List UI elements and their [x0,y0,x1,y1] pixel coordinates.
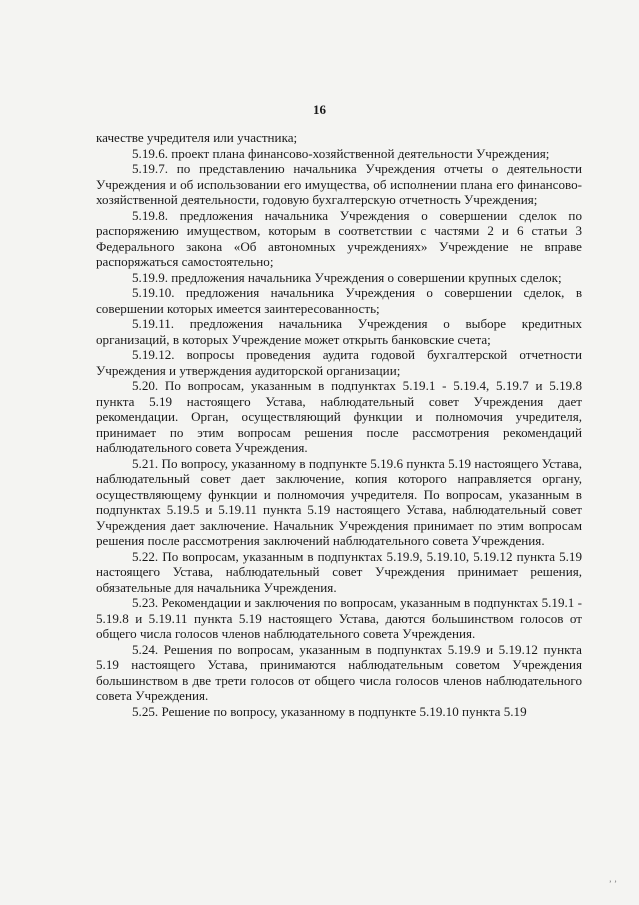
corner-scan-mark: ʼ ʼ [608,879,617,889]
paragraph-5-24: 5.24. Решения по вопросам, указанным в подпунктах 5.19.9 и 5.19.12 пункта 5.19 настоящего Устава, принимаются наблюдательным советом Учреждения большинством в две трети голосов от общего числа голосов членов наблюдательного совета Учреждения. [96,641,582,703]
document-body [96,130,582,719]
paragraph-5-19-7: 5.19.7. по представлению начальника Учреждения отчеты о деятельности Учреждения и об использовании его имущества, об исполнении плана его финансово-хозяйственной деятельности, годовую бухгалтерскую отчетность Учреждения; [96,161,582,207]
paragraph-5-19-11: 5.19.11. предложения начальника Учреждения о выборе кредитных организаций, в которых Учреждение может открыть банковские счета; [96,316,582,347]
paragraph-5-25: 5.25. Решение по вопросу, указанному в подпункте 5.19.10 пункта 5.19 [132,703,527,719]
paragraph-5-20: 5.20. По вопросам, указанным в подпунктах 5.19.1 - 5.19.4, 5.19.7 и 5.19.8 пункта 5.19 настоящего Устава, наблюдательный совет Учреждения дает рекомендации. Орган, осуществляющий функции и полномочия учредителя, принимает по этим вопросам решения после рассмотрения рекомендаций наблюдательного совета Учреждения. [96,378,582,455]
page-number: 16 [313,102,326,117]
paragraph-5-19-10: 5.19.10. предложения начальника Учреждения о совершении сделок, в совершении которых имеется заинтересованность; [96,285,582,316]
paragraph-continuation: качестве учредителя или участника; [96,130,298,145]
paragraph-5-23: 5.23. Рекомендации и заключения по вопросам, указанным в подпунктах 5.19.1 - 5.19.8 и 5.19.11 пункта 5.19 настоящего Устава, даются большинством голосов от общего числа голосов членов наблюдательного совета Учреждения. [96,595,582,641]
paragraph-5-19-9: 5.19.9. предложения начальника Учреждения о совершении крупных сделок; [132,269,562,285]
paragraph-5-19-12: 5.19.12. вопросы проведения аудита годовой бухгалтерской отчетности Учреждения и утверждения аудиторской организации; [96,347,582,378]
paragraph-5-19-8: 5.19.8. предложения начальника Учреждения о совершении сделок по распоряжению имуществом, которым в соответствии с частями 2 и 6 статьи 3 Федерального закона «Об автономных учреждениях» Учреждение не вправе распоряжаться самостоятельно; [96,207,582,269]
paragraph-5-21: 5.21. По вопросу, указанному в подпункте 5.19.6 пункта 5.19 настоящего Устава, наблюдательный совет дает заключение, копия которого направляется органу, осуществляющему функции и полномочия учредителя. По вопросам, указанным в подпунктах 5.19.5 и 5.19.11 пункта 5.19 настоящего Устава, наблюдательный совет Учреждения дает заключение. Начальник Учреждения принимает по этим вопросам решения после рассмотрения заключений наблюдательного совета Учреждения. [96,455,582,548]
paragraph-5-19-6: 5.19.6. проект плана финансово-хозяйственной деятельности Учреждения; [132,145,550,161]
paragraph-5-22: 5.22. По вопросам, указанным в подпунктах 5.19.9, 5.19.10, 5.19.12 пункта 5.19 настоящего Устава, наблюдательный совет Учреждения принимает решения, обязательные для начальника Учреждения. [96,548,582,595]
